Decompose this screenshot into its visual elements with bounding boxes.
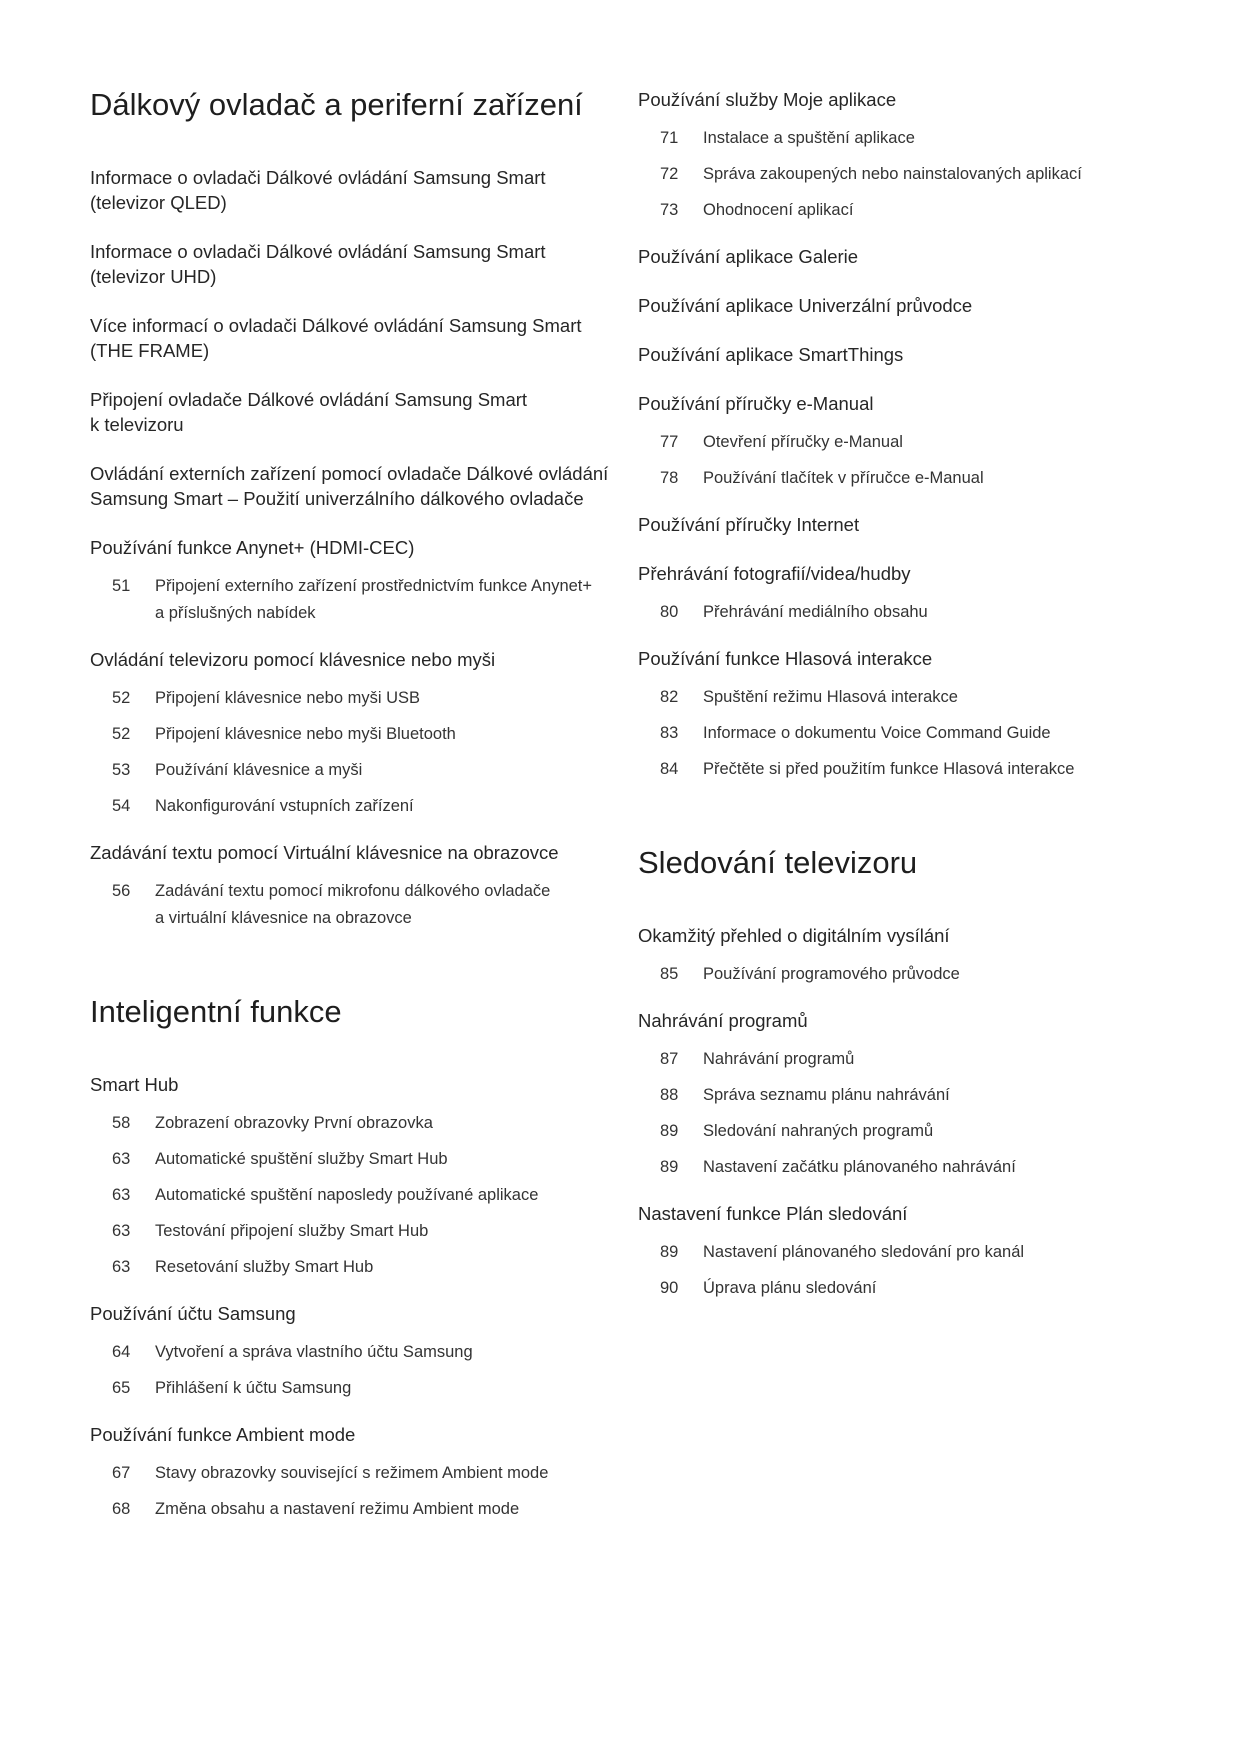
- toc-entry-text: Přihlášení k účtu Samsung: [155, 1379, 352, 1397]
- toc-entry-list: [638, 961, 960, 988]
- toc-entry[interactable]: [638, 1118, 1016, 1145]
- toc-entry-text: Nastavení plánovaného sledování pro kanál: [703, 1243, 1025, 1261]
- toc-entry[interactable]: [90, 1218, 538, 1245]
- toc-section: [90, 239, 546, 289]
- toc-entry-list: [638, 599, 928, 626]
- toc-entry-text: Sledování nahraných programů: [703, 1122, 934, 1140]
- toc-entry-text: Zobrazení obrazovky První obrazovka: [155, 1114, 433, 1132]
- toc-section-title[interactable]: Používání funkce Hlasová interakce: [638, 648, 933, 669]
- toc-section-title[interactable]: Používání aplikace Galerie: [638, 246, 859, 267]
- toc-entry-text: Správa seznamu plánu nahrávání: [703, 1086, 950, 1104]
- toc-entry-text: Připojení externího zařízení prostřednictvím funkce Anynet+ a příslušných nabídek: [155, 577, 593, 622]
- toc-section: [638, 1201, 1024, 1302]
- toc-entry[interactable]: [90, 1110, 538, 1137]
- toc-section-title[interactable]: Připojení ovladače Dálkové ovládání Samsung Smart k televizoru: [90, 389, 528, 435]
- toc-entry-list: [90, 1110, 538, 1281]
- toc-entry-page: 73: [660, 201, 679, 219]
- toc-entry-page: 77: [660, 433, 679, 451]
- toc-entry-page: 63: [112, 1186, 131, 1204]
- toc-entry-page: 89: [660, 1158, 679, 1176]
- toc-section: [638, 293, 972, 318]
- toc-entry-text: Úprava plánu sledování: [703, 1279, 877, 1297]
- toc-entry-page: 67: [112, 1464, 131, 1482]
- toc-entry-list: [90, 1339, 473, 1402]
- toc-entry-text: Automatické spuštění služby Smart Hub: [155, 1150, 448, 1168]
- toc-section: [638, 512, 859, 537]
- toc-entry-list: [638, 684, 1074, 783]
- toc-entry[interactable]: [638, 1046, 1016, 1073]
- toc-entry[interactable]: [90, 793, 456, 820]
- toc-section: [90, 1422, 548, 1523]
- toc-entry-text: Nastavení začátku plánovaného nahrávání: [703, 1158, 1016, 1176]
- toc-entry[interactable]: [638, 197, 1082, 224]
- toc-entry-text: Zadávání textu pomocí mikrofonu dálkového ovladače a virtuální klávesnice na obrazovce: [155, 882, 551, 927]
- toc-entry[interactable]: [638, 961, 960, 988]
- toc-entry-text: Resetování služby Smart Hub: [155, 1258, 374, 1276]
- toc-section-title[interactable]: Okamžitý přehled o digitálním vysílání: [638, 925, 950, 946]
- toc-section: [638, 244, 858, 269]
- toc-section: [638, 646, 1074, 783]
- toc-section-title[interactable]: Zadávání textu pomocí Virtuální klávesnice na obrazovce: [90, 842, 559, 863]
- toc-section: [90, 313, 582, 363]
- toc-entry[interactable]: [638, 1239, 1024, 1266]
- toc-entry-text: Připojení klávesnice nebo myši Bluetooth: [155, 725, 456, 743]
- toc-entry[interactable]: [638, 756, 1074, 783]
- toc-entry-text: Nakonfigurování vstupních zařízení: [155, 797, 414, 815]
- toc-entry-text: Otevření příručky e-Manual: [703, 433, 903, 451]
- toc-entry[interactable]: [638, 599, 928, 626]
- toc-entry-page: 83: [660, 724, 679, 742]
- toc-section: [90, 165, 546, 215]
- toc-entry[interactable]: [90, 721, 456, 748]
- toc-entry[interactable]: [90, 878, 550, 932]
- toc-entry-text: Přečtěte si před použitím funkce Hlasová interakce: [703, 760, 1075, 778]
- chapter-title[interactable]: Sledování televizoru: [638, 845, 918, 880]
- toc-entry[interactable]: [90, 573, 592, 627]
- chapter-title[interactable]: Inteligentní funkce: [90, 994, 342, 1029]
- toc-section: [638, 1008, 1016, 1181]
- toc-entry-page: 63: [112, 1258, 131, 1276]
- toc-section: [90, 535, 592, 627]
- toc-entry-text: Vytvoření a správa vlastního účtu Samsung: [155, 1343, 473, 1361]
- toc-entry-list: [90, 573, 592, 627]
- toc-entry-text: Spuštění režimu Hlasová interakce: [703, 688, 958, 706]
- toc-section-title[interactable]: Informace o ovladači Dálkové ovládání Samsung Smart (televizor UHD): [90, 241, 546, 287]
- toc-entry[interactable]: [638, 1154, 1016, 1181]
- toc-entry-list: [638, 429, 984, 492]
- toc-entry-page: 64: [112, 1343, 131, 1361]
- toc-entry-page: 80: [660, 603, 679, 621]
- toc-entry-text: Informace o dokumentu Voice Command Guide: [703, 724, 1051, 742]
- toc-entry-list: [638, 125, 1082, 224]
- toc-entry[interactable]: [638, 465, 984, 492]
- toc-entry-page: 82: [660, 688, 679, 706]
- toc-entry[interactable]: [90, 1146, 538, 1173]
- toc-entry-list: [638, 1046, 1016, 1181]
- toc-section: [90, 1301, 473, 1402]
- toc-entry-page: 72: [660, 165, 679, 183]
- toc-entry-page: 63: [112, 1222, 131, 1240]
- toc-entry-page: 52: [112, 725, 131, 743]
- toc-entry[interactable]: [90, 1460, 548, 1487]
- toc-entry[interactable]: [638, 1275, 1024, 1302]
- toc-section: [638, 923, 960, 988]
- toc-section: [90, 840, 559, 932]
- toc-entry-text: Ohodnocení aplikací: [703, 201, 854, 219]
- toc-entry-text: Připojení klávesnice nebo myši USB: [155, 689, 421, 707]
- toc-entry-page: 58: [112, 1114, 131, 1132]
- toc-section-title[interactable]: Informace o ovladači Dálkové ovládání Samsung Smart (televizor QLED): [90, 167, 546, 213]
- toc-section: [90, 461, 608, 511]
- toc-section: [90, 1072, 538, 1281]
- toc-entry[interactable]: [90, 757, 456, 784]
- toc-section-title[interactable]: Přehrávání fotografií/videa/hudby: [638, 563, 911, 584]
- toc-entry-page: 78: [660, 469, 679, 487]
- toc-entry-page: 63: [112, 1150, 131, 1168]
- toc-entry-text: Změna obsahu a nastavení režimu Ambient mode: [155, 1500, 520, 1518]
- toc-entry[interactable]: [638, 161, 1082, 188]
- toc-entry-text: Testování připojení služby Smart Hub: [155, 1222, 429, 1240]
- toc-entry-text: Nahrávání programů: [703, 1050, 855, 1068]
- toc-entry[interactable]: [90, 1496, 548, 1523]
- toc-entry[interactable]: [638, 429, 984, 456]
- toc-section: [90, 647, 495, 820]
- toc-entry[interactable]: [638, 125, 1082, 152]
- toc-entry-page: 53: [112, 761, 131, 779]
- toc-entry-page: 89: [660, 1243, 679, 1261]
- toc-entry-page: 65: [112, 1379, 131, 1397]
- toc-entry-page: 71: [660, 129, 679, 147]
- toc-section-title[interactable]: Ovládání televizoru pomocí klávesnice nebo myši: [90, 649, 496, 670]
- chapter-title[interactable]: Dálkový ovladač a periferní zařízení: [90, 87, 583, 122]
- toc-section-title[interactable]: Používání příručky e-Manual: [638, 393, 874, 414]
- toc-section-title[interactable]: Používání funkce Ambient mode: [90, 1424, 356, 1445]
- toc-column-left: [90, 85, 630, 1543]
- toc-entry[interactable]: [638, 720, 1074, 747]
- toc-entry-list: [90, 878, 550, 932]
- toc-entry[interactable]: [90, 1182, 538, 1209]
- toc-section: [638, 391, 984, 492]
- toc-entry-list: [90, 1460, 548, 1523]
- toc-section-title[interactable]: Ovládání externích zařízení pomocí ovladače Dálkové ovládání Samsung Smart – Použití univerzálního dálkového ovladače: [90, 463, 609, 509]
- toc-entry-page: 68: [112, 1500, 131, 1518]
- toc-entry-page: 89: [660, 1122, 679, 1140]
- toc-column-right: [638, 87, 1198, 1322]
- toc-entry-page: 52: [112, 689, 131, 707]
- toc-section-title[interactable]: Používání funkce Anynet+ (HDMI-CEC): [90, 537, 415, 558]
- toc-entry-page: 90: [660, 1279, 679, 1297]
- toc-entry[interactable]: [90, 685, 456, 712]
- toc-entry[interactable]: [638, 1082, 1016, 1109]
- toc-entry-text: Stavy obrazovky související s režimem Ambient mode: [155, 1464, 549, 1482]
- toc-section-title[interactable]: Používání příručky Internet: [638, 514, 860, 535]
- toc-entry-page: 51: [112, 577, 131, 595]
- toc-section: [638, 342, 903, 367]
- toc-entry-page: 85: [660, 965, 679, 983]
- toc-entry-text: Používání programového průvodce: [703, 965, 960, 983]
- toc-section-title[interactable]: Nahrávání programů: [638, 1010, 808, 1031]
- toc-entry-text: Přehrávání mediálního obsahu: [703, 603, 928, 621]
- toc-section-title[interactable]: Používání aplikace Univerzální průvodce: [638, 295, 973, 316]
- toc-entry[interactable]: [90, 1254, 538, 1281]
- toc-section: [90, 387, 527, 437]
- toc-entry-list: [90, 685, 456, 820]
- toc-entry-text: Používání tlačítek v příručce e-Manual: [703, 469, 984, 487]
- toc-section-title[interactable]: Používání aplikace SmartThings: [638, 344, 904, 365]
- toc-section: [638, 561, 928, 626]
- toc-entry-text: Používání klávesnice a myši: [155, 761, 363, 779]
- toc-section-title[interactable]: Nastavení funkce Plán sledování: [638, 1203, 908, 1224]
- toc-section-title[interactable]: Používání služby Moje aplikace: [638, 89, 897, 110]
- toc-entry[interactable]: [638, 684, 1074, 711]
- toc-entry-page: 84: [660, 760, 679, 778]
- toc-section-title[interactable]: Smart Hub: [90, 1074, 179, 1095]
- toc-entry[interactable]: [90, 1375, 473, 1402]
- toc-entry-page: 54: [112, 797, 131, 815]
- toc-entry[interactable]: [90, 1339, 473, 1366]
- toc-section: [638, 87, 1082, 224]
- toc-entry-page: 88: [660, 1086, 679, 1104]
- toc-entry-text: Automatické spuštění naposledy používané aplikace: [155, 1186, 539, 1204]
- toc-section-title[interactable]: Používání účtu Samsung: [90, 1303, 296, 1324]
- toc-entry-page: 56: [112, 882, 131, 900]
- toc-entry-text: Správa zakoupených nebo nainstalovaných aplikací: [703, 165, 1082, 183]
- toc-entry-page: 87: [660, 1050, 679, 1068]
- toc-entry-list: [638, 1239, 1024, 1302]
- toc-section-title[interactable]: Více informací o ovladači Dálkové ovládání Samsung Smart (THE FRAME): [90, 315, 582, 361]
- toc-entry-text: Instalace a spuštění aplikace: [703, 129, 915, 147]
